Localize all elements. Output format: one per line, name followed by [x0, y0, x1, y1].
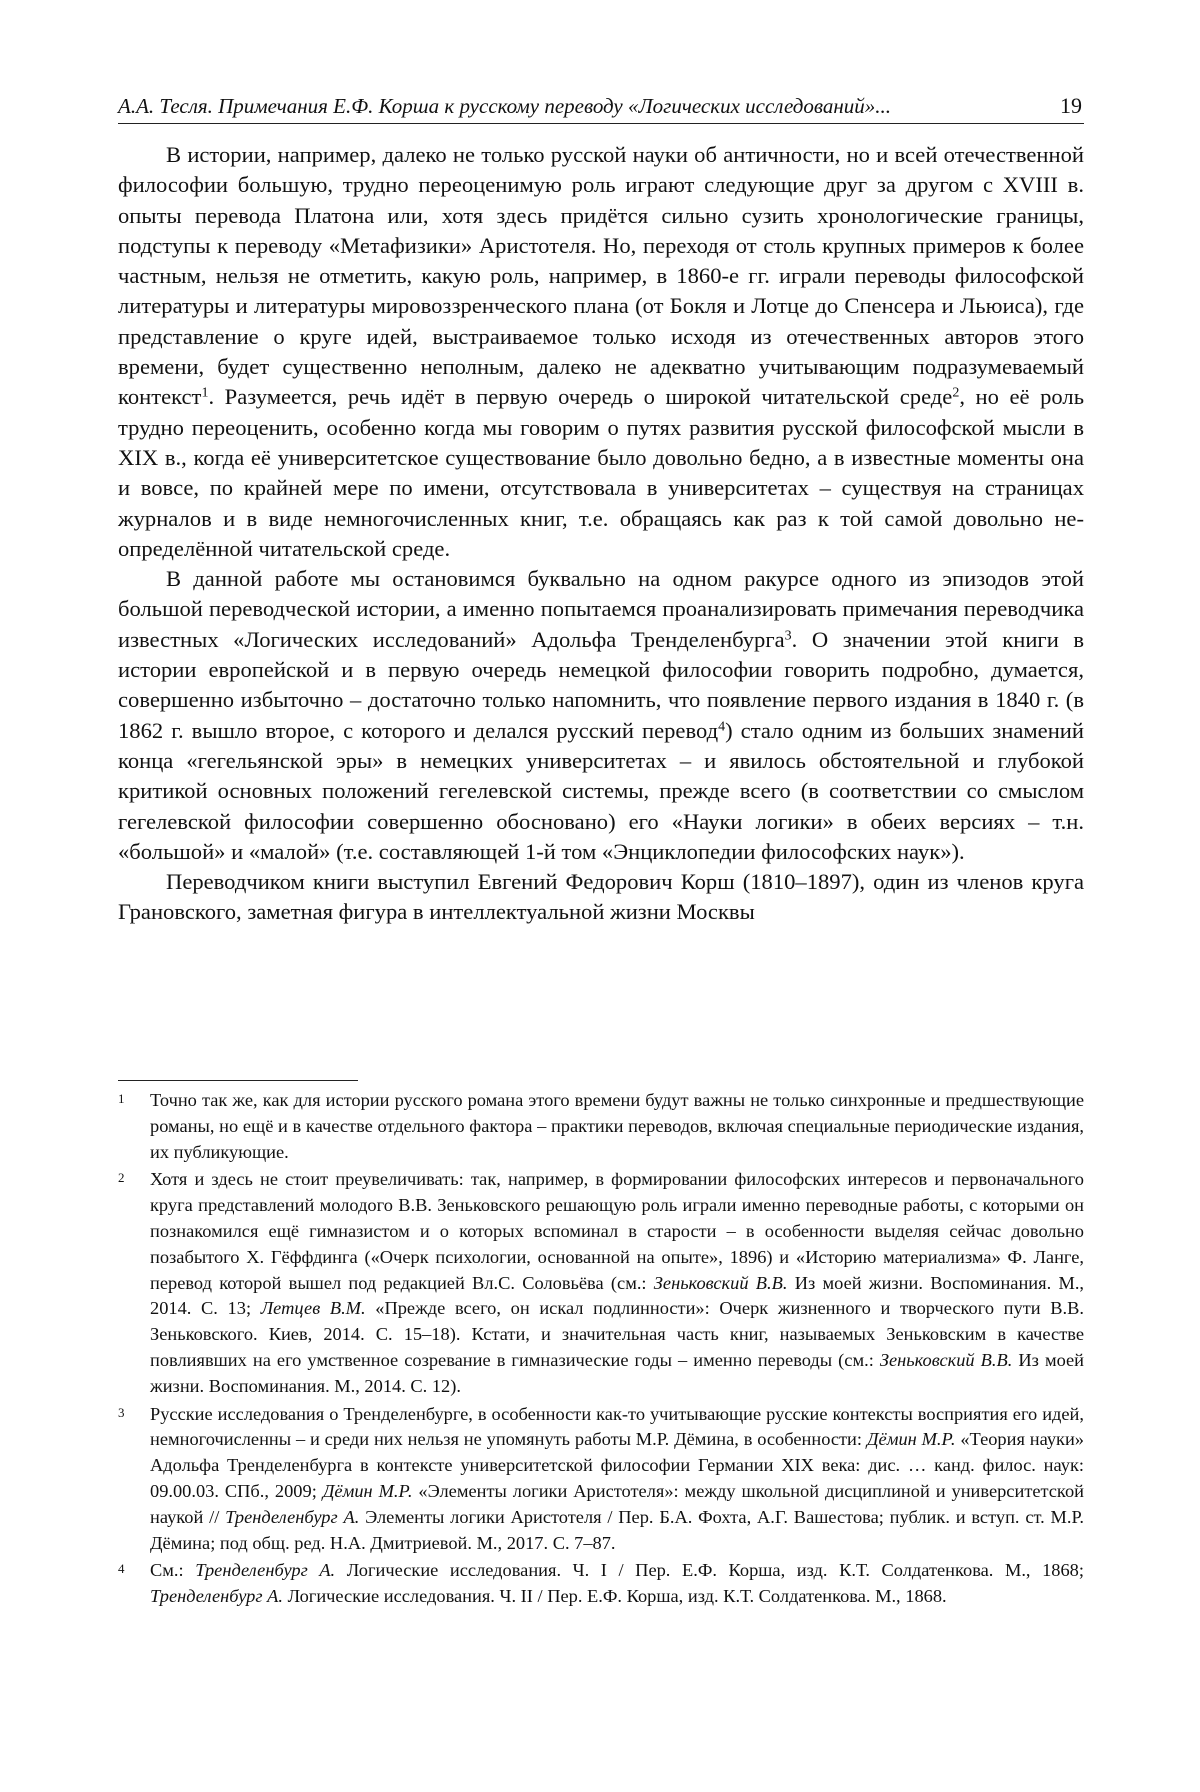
- footnote-author: Тренделенбург А.: [150, 1586, 283, 1607]
- footnote-text-part: Логические исследования. Ч. I / Пер. Е.Ф. Корша, изд. К.Т. Солдатенкова. М., 1868;: [335, 1560, 1084, 1581]
- paragraph-1: [118, 140, 1084, 564]
- footnote-text-part: «Прежде всего, он искал подлинности»: Очерк жизненного и творческого пути В.В. Зеньковского. Киев, 2014. С. 15–18). Кстати, и значительная часть книг, называемых Зеньковским в качестве повлиявших на его умственное созревание в гимназические годы – именно переводы (см.:: [150, 1298, 1084, 1370]
- footnote-1: [118, 1088, 1084, 1165]
- paragraph-1-text-a: В истории, например, далеко не только русской науки об античности, но и всей отечественной философии большую, трудно переоценимую роль играют следующие друг за другом с XVIII в. опыты перевода Платона или, хотя здесь придётся сильно сузить хронологические границы, подступы к переводу «Метафизики» Аристотеля. Но, переходя от столь крупных примеров к более частным, нельзя не отметить, какую роль, например, в 1860-е гг. играли переводы философской литературы и литературы мировоззренческого плана (от Бокля и Лотце до Спенсера и Льюиса), где представление о круге идей, выстраиваемое только исходя из отечественных авторов этого времени, будет существенно неполным, далеко не адекватно учитывающим подразумеваемый контекст: [118, 142, 1084, 410]
- footnote-number: 2: [118, 1170, 125, 1186]
- paragraph-2-text-a: В данной работе мы остановимся буквально на одном ракурсе одного из эпизодов этой большой переводческой истории, а именно попытаемся проанализировать примечания переводчика известных «Логических исследований» Адольфа Тренделенбурга: [118, 566, 1084, 652]
- footnote-text-part: Из моей жизни. Воспоминания. М., 2014. С. 12).: [150, 1349, 1085, 1396]
- footnote-ref-2[interactable]: 2: [952, 385, 960, 401]
- footnote-text-part: Из моей жизни. Воспоминания. М., 2014. С. 13;: [150, 1272, 1085, 1319]
- footnote-text: [150, 1402, 1084, 1557]
- footnote-author: Тренделенбург А.: [225, 1506, 360, 1527]
- footnote-text-part: См.:: [150, 1560, 196, 1581]
- footnote-author: Зеньковский В.В.: [653, 1272, 788, 1293]
- paragraph-1-text-c: , но её роль трудно переоценить, особенно когда мы говорим о путях развития русской философской мысли в XIX в., когда её университетское существование было довольно бедно, а в известные моменты она и вовсе, по крайней мере по имени, отсутствовала в университетах – существуя на страницах журналов и в виде немногочисленных книг, т.е. обращаясь как раз к той самой довольно неопределённой читательской среде.: [118, 384, 1084, 561]
- paragraph-2-text-b: . О значении этой книги в истории европейской и в первую очередь немецкой философии говорить подробно, думается, совершенно избыточно – достаточно только напомнить, что появление первого издания в 1840 г. (в 1862 г. вышло второе, с которого и делался русский перевод: [118, 626, 1084, 743]
- footnote-ref-1[interactable]: 1: [201, 385, 209, 401]
- running-head: [118, 92, 1082, 120]
- footnote-text-part: «Теория науки» Адольфа Тренделенбурга в контексте университетской философии Германии XIX века: дис. … канд. филос. наук: 09.00.03. СПб., 2009;: [150, 1429, 1084, 1501]
- footnote-author: Тренделенбург А.: [195, 1560, 336, 1581]
- footnote-text-part: Логические исследования. Ч. II / Пер. Е.Ф. Корша, изд. К.Т. Солдатенкова. М., 1868.: [282, 1586, 947, 1607]
- footnote-text-part: «Элементы логики Аристотеля»: между школьной дисциплиной и университетской наукой //: [150, 1480, 1084, 1527]
- footnote-text: [150, 1167, 1084, 1399]
- paragraph-2-text-c: ) стало одним из больших знамений конца «гегельянской эры» в немецких университетах – и явилось обстоятельной и глубокой критикой основных положений гегелевской системы, прежде всего (в соответствии со смыслом гегелевской философии совершенно обосновано) его «Науки логики» в обеих версиях – т.н. «большой» и «малой» (т.е. составляющей 1-й том «Энциклопедии философских наук»).: [118, 717, 1084, 864]
- paragraph-1-text-b: . Разумеется, речь идёт в первую очередь о широкой читательской среде: [208, 384, 953, 410]
- footnote-3: [118, 1402, 1084, 1557]
- footnote-author: Летцев В.М.: [260, 1298, 366, 1319]
- footnote-4: [118, 1558, 1084, 1610]
- footnote-author: Дёмин М.Р.: [322, 1480, 413, 1501]
- footnote-rule: [118, 1080, 358, 1081]
- footnote-text-part: Хотя и здесь не стоит преувеличивать: так, например, в формировании философских интересов и первоначального круга представлений молодого В.В. Зеньковского решающую роль играли именно переводные работы, с которыми он познакомился ещё гимназистом и о которых вспоминал в старости – в особенности выделяя сейчас довольно позабытого Х. Гёффдинга («Очерк психологии, основанной на опыте», 1896) и «Историю материализма» Ф. Ланге, перевод которой вышел под редакцией Вл.С. Соловьёва (см.:: [150, 1169, 1084, 1293]
- footnote-number: 4: [118, 1561, 125, 1577]
- footnote-2: [118, 1167, 1084, 1399]
- paragraph-3: Переводчиком книги выступил Евгений Федорович Корш (1810–1897), один из членов круга Грановского, заметная фигура в интеллектуальной жизни Москвы: [118, 869, 1084, 925]
- header-rule: [118, 123, 1084, 124]
- main-text: [118, 140, 1084, 928]
- footnote-ref-3[interactable]: 3: [784, 628, 792, 644]
- footnote-text: Точно так же, как для истории русского романа этого времени будут важны не только синхронные и предшествующие романы, но ещё и в качестве отдельного фактора – практики переводов, включая специальные периодические издания, их публикующие.: [150, 1090, 1084, 1162]
- footnote-number: 3: [118, 1404, 125, 1420]
- footnotes: [118, 1088, 1084, 1612]
- footnote-ref-4[interactable]: 4: [718, 718, 726, 734]
- footnote-text: [150, 1558, 1084, 1610]
- page-number: 19: [1060, 93, 1082, 118]
- running-title: А.А. Тесля. Примечания Е.Ф. Корша к русскому переводу «Логических исследований»...: [118, 94, 892, 118]
- footnote-text-part: Русские исследования о Тренделенбурге, в особенности как-то учитывающие русские контексты восприятия его идей, немногочисленны – и среди них нельзя не упомянуть работы М.Р. Дёмина, в особенности:: [150, 1403, 1084, 1450]
- footnote-author: Зеньковский В.В.: [879, 1349, 1013, 1370]
- paragraph-2: [118, 564, 1084, 867]
- footnote-author: Дёмин М.Р.: [866, 1429, 956, 1450]
- footnote-text-part: Элементы логики Аристотеля / Пер. Б.А. Фохта, А.Г. Вашестова; публик. и вступ. ст. М.Р. Дёмина; под общ. ред. Н.А. Дмитриевой. М., 2017. С. 7–87.: [150, 1506, 1085, 1553]
- footnote-number: 1: [118, 1091, 125, 1106]
